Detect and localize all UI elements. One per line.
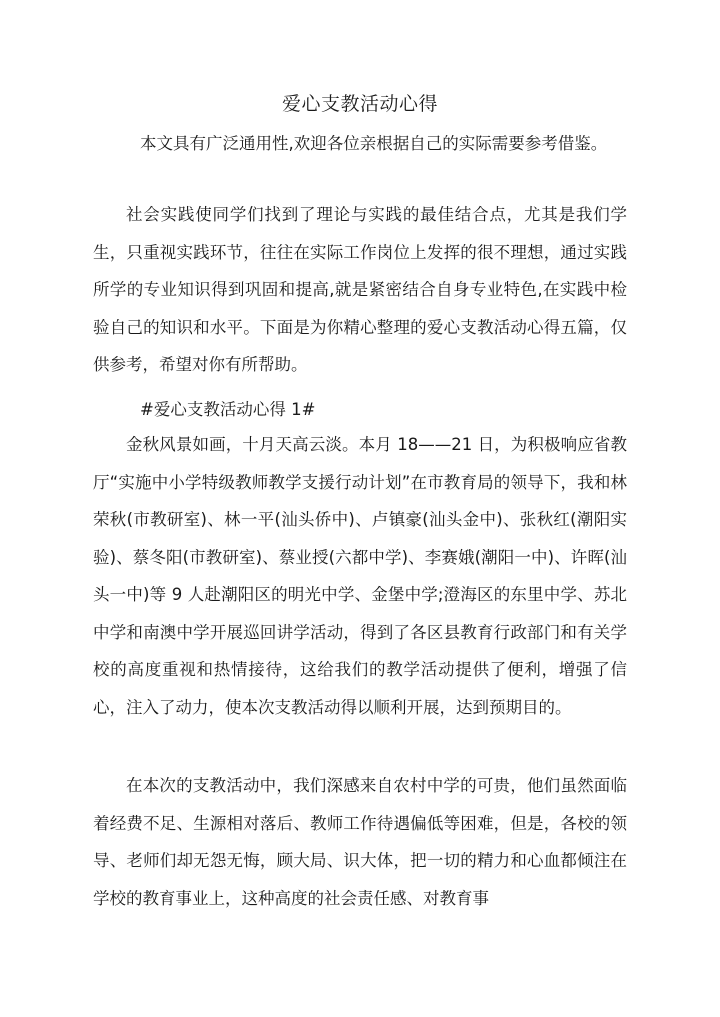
document-subtitle: 本文具有广泛通用性,欢迎各位亲根据自己的实际需要参考借鉴。 bbox=[140, 134, 608, 153]
body-paragraph: 金秋风景如画，十月天高云淡。本月 18——21 日，为积极响应省教厅“实施中小学特级教师教学支援行动计划”在市教育局的领导下，我和林荣秋(市教研室)、林一平(汕头侨中)、卢镇豪(汕头金中)、张秋红(潮阳实验)、蔡冬阳(市教研室)、蔡业授(六都中学)、李赛娥(潮阳一中)、许晖(汕头一中)等 9 人赴潮阳区的明光中学、金堡中学;澄海区的东里中学、苏北中学和南澳中学开展巡回讲学活动，得到了各区县教育行政部门和有关学校的高度重视和热情接待，这给我们的教学活动提供了便利，增强了信心，注入了动力，使本次支教活动得以顺利开展，达到预期目的。 bbox=[93, 435, 627, 717]
body-paragraph: 在本次的支教活动中，我们深感来自农村中学的可贵，他们虽然面临着经费不足、生源相对落后、教师工作待遇偏低等困难，但是，各校的领导、老师们却无怨无悔，顾大局、识大体，把一切的精力和心血都倾注在学校的教育事业上，这种高度的社会责任感、对教育事 bbox=[93, 776, 627, 908]
document-title: 爱心支教活动心得 bbox=[281, 93, 438, 115]
section-heading: #爱心支教活动心得 1# bbox=[140, 400, 316, 419]
intro-paragraph: 社会实践使同学们找到了理论与实践的最佳结合点，尤其是我们学生，只重视实践环节，往往在实际工作岗位上发挥的很不理想，通过实践所学的专业知识得到巩固和提高,就是紧密结合自身专业特色,在实践中检验自己的知识和水平。下面是为你精心整理的爱心支教活动心得五篇，仅供参考，希望对你有所帮助。 bbox=[93, 205, 627, 374]
